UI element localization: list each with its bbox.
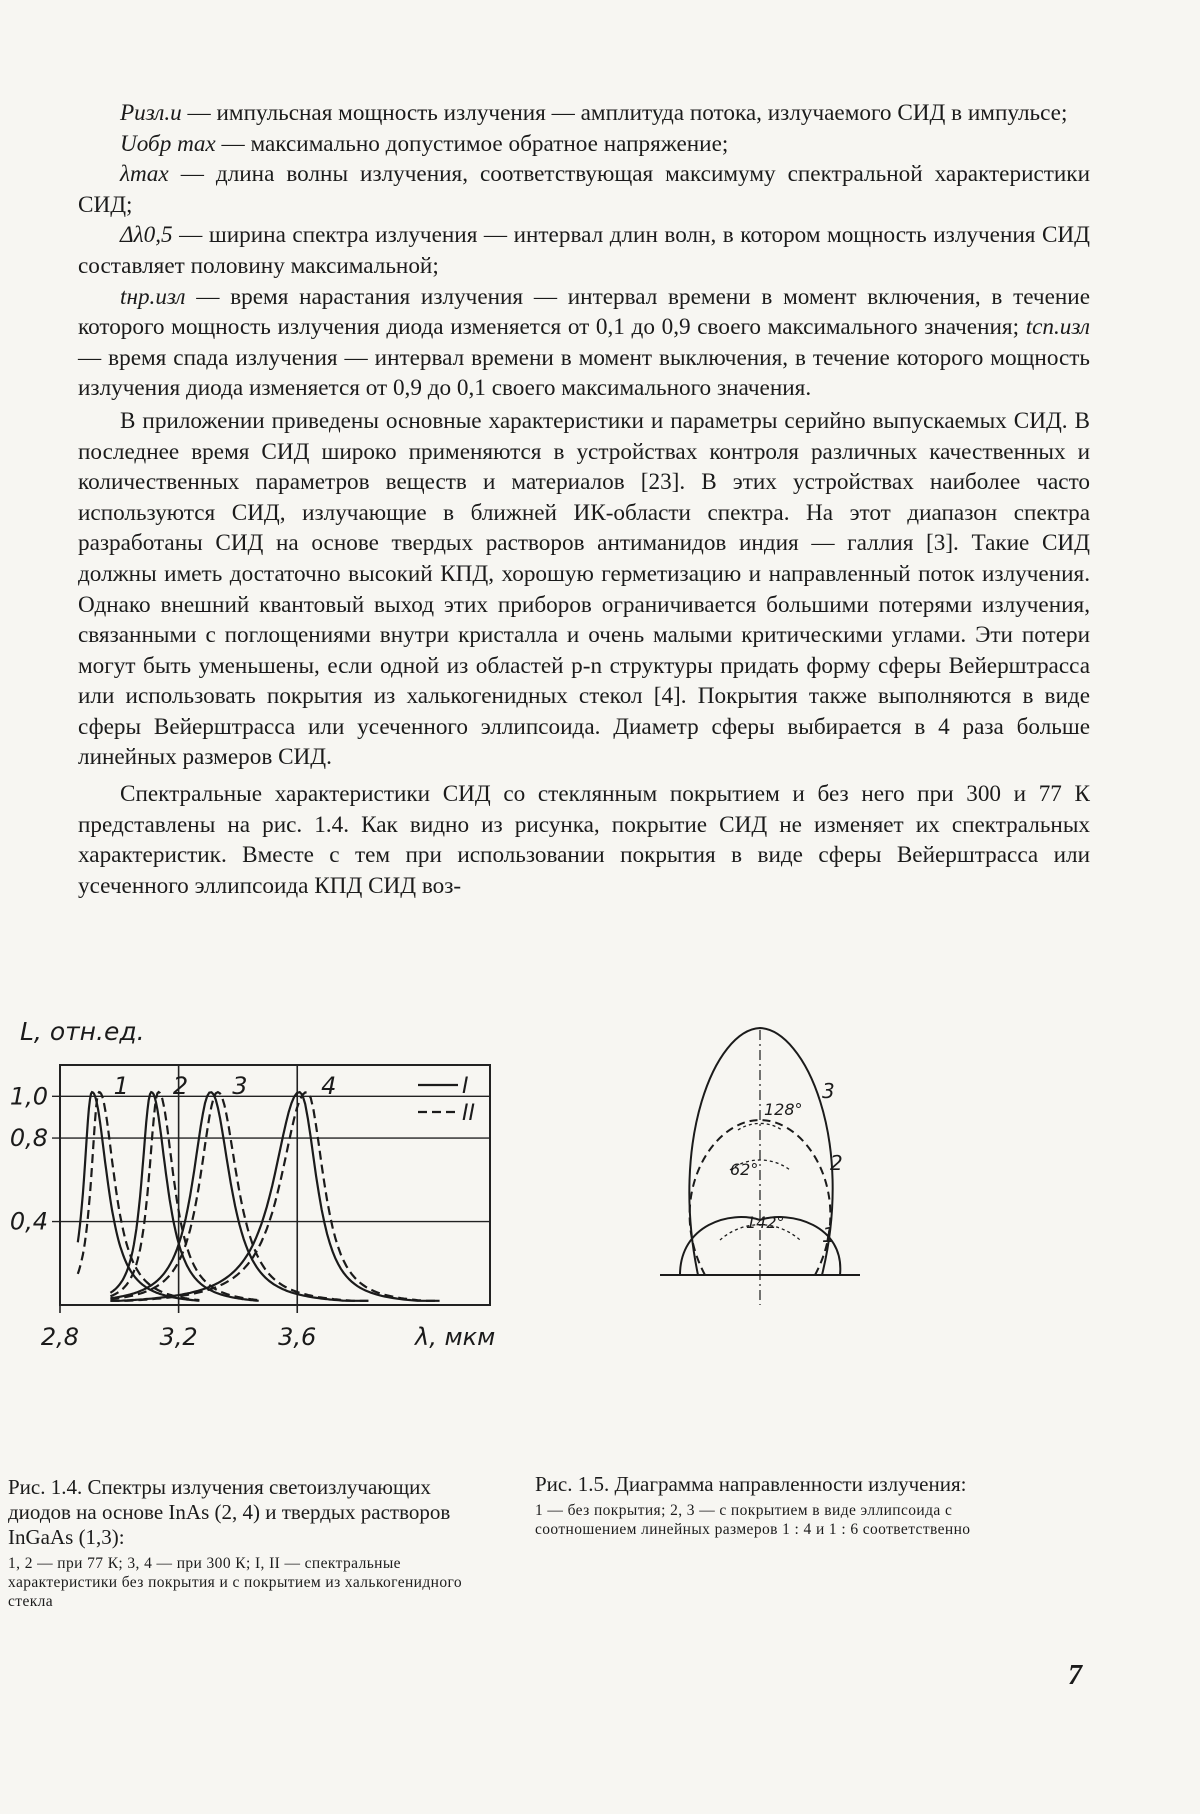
curve-label: 1 <box>822 1223 835 1247</box>
curve-label: 1 <box>113 1072 129 1101</box>
curve-label: 2 <box>830 1151 843 1175</box>
curve-label: 3 <box>232 1072 248 1101</box>
caption-title: Рис. 1.4. Спектры излучения светоизлучающих диодов на основе InAs (2, 4) и твердых растворов InGaAs (1,3): <box>8 1475 451 1549</box>
angle-label: 128° <box>764 1100 803 1119</box>
definition-symbol: tнр.изл <box>120 283 186 310</box>
figures <box>0 1010 1012 1610</box>
definition-text: — ширина спектра излучения — интервал длин волн, в котором мощность излучения СИД составляет половину максимальной; <box>78 222 1090 279</box>
angle-label: 62° <box>730 1160 759 1179</box>
chart-curves <box>78 1092 440 1301</box>
directivity-diagram <box>660 1020 920 1340</box>
plot-frame <box>60 1065 490 1305</box>
definition-power <box>78 98 1090 129</box>
page-number: 7 <box>1068 1660 1082 1691</box>
directivity-labels <box>730 1079 843 1247</box>
definition-text: — время спада излучения — интервал времени в момент выключения, в течение которого мощность излучения диода изменяется от 0,9 до 0,1 своего максимального значения. <box>78 344 1090 402</box>
body-paragraph: Спектральные характеристики СИД со стеклянным покрытием и без него при 300 и 77 К представлены на рис. 1.4. Как видно из рисунка, покрытие СИД не изменяет их спектральных характеристик. Вместе с тем при использовании покрытия в виде сферы Вейерштрасса или усеченного эллипсоида КПД СИД воз- <box>78 781 1090 899</box>
caption-note: 1 — без покрытия; 2, 3 — с покрытием в виде эллипсоида с соотношением линейных размеров 1 : 4 и 1 : 6 соответственно <box>535 1502 971 1538</box>
definition-spectrum-width <box>78 220 1090 281</box>
definition-text: — длина волны излучения, соответствующая максимуму спектральной характеристики СИД; <box>78 161 1090 218</box>
y-tick-label: 1,0 <box>9 1082 48 1111</box>
y-axis-label: L, отн.ед. <box>20 1017 145 1046</box>
angle-label: 142° <box>746 1213 785 1232</box>
caption-title: Рис. 1.5. Диаграмма направленности излучения: <box>535 1472 967 1496</box>
spectra-chart <box>0 1010 520 1440</box>
page-text <box>78 98 1090 901</box>
y-tick-label: 0,8 <box>9 1124 48 1153</box>
definition-symbol: Uобр max <box>120 130 216 157</box>
definition-wavelength <box>78 159 1090 220</box>
definition-text: — время нарастания излучения — интервал времени в момент включения, в течение которого мощность излучения диода изменяется от 0,1 до 0,9 своего максимального значения; <box>78 283 1090 341</box>
spectrum-curve-1-dashed <box>78 1092 200 1300</box>
figure-1-5-caption <box>535 1472 1005 1539</box>
body-paragraph: В приложении приведены основные характеристики и параметры серийно выпускаемых СИД. В последнее время СИД широко применяются в устройствах контроля различных качественных и количественных параметров веществ и материалов [23]. В этих устройствах наиболее часто используются СИД, излучающие в ближней ИК-области спектра. На этот диапазон спектра разработаны СИД на основе твердых растворов антиманидов индия — галлия [3]. Такие СИД должны иметь достаточно высокий КПД, хорошую герметизацию и направленный поток излучения. Однако внешний квантовый выход этих приборов ограничивается большими потерями излучения, связанными с поглощениями внутри кристалла и очень малыми критическими углами. Эти потери могут быть уменьшены, если одной из областей p-n структуры придать форму сферы Вейерштрасса или использовать покрытия из халькогенидных стекол [4]. Покрытия также выполняются в виде сферы Вейерштрасса или усеченного эллипсоида. Диаметр сферы выбирается в 4 раза больше линейных размеров СИД. <box>78 407 1090 771</box>
definition-text: — импульсная мощность излучения — амплитуда потока, излучаемого СИД в импульсе; <box>181 100 1068 126</box>
legend-label: II <box>462 1101 475 1126</box>
definition-text: — максимально допустимое обратное напряжение; <box>215 130 729 157</box>
x-tick-label: 3,2 <box>159 1323 198 1351</box>
curve-label: 2 <box>172 1072 189 1101</box>
definition-symbol: Pизл.и <box>120 100 182 126</box>
curve-label: 4 <box>321 1072 337 1101</box>
definition-symbol: tсп.изл <box>1025 314 1090 341</box>
curve-label: 3 <box>822 1079 835 1103</box>
lobe-3 <box>689 1028 832 1275</box>
x-tick-label: 2,8 <box>40 1323 80 1351</box>
definition-rise-fall-time <box>78 282 1090 404</box>
definition-symbol: Δλ0,5 <box>120 222 173 249</box>
spectrum-curve-3-dashed <box>110 1092 368 1301</box>
definition-reverse-voltage <box>78 129 1090 160</box>
x-tick-label: 3,6 <box>278 1323 317 1351</box>
caption-note: 1, 2 — при 77 К; 3, 4 — при 300 К; I, II — спектральные характеристики без покрытия и с покрытием из халькогенидного стекла <box>8 1555 463 1610</box>
spectrum-curve-1-solid <box>78 1092 200 1301</box>
figure-1-4-caption <box>8 1475 478 1611</box>
x-axis-label: λ, мкм <box>415 1323 496 1351</box>
definition-symbol: λmax <box>120 161 169 188</box>
legend-label: I <box>462 1074 469 1099</box>
y-tick-label: 0,4 <box>9 1207 48 1236</box>
